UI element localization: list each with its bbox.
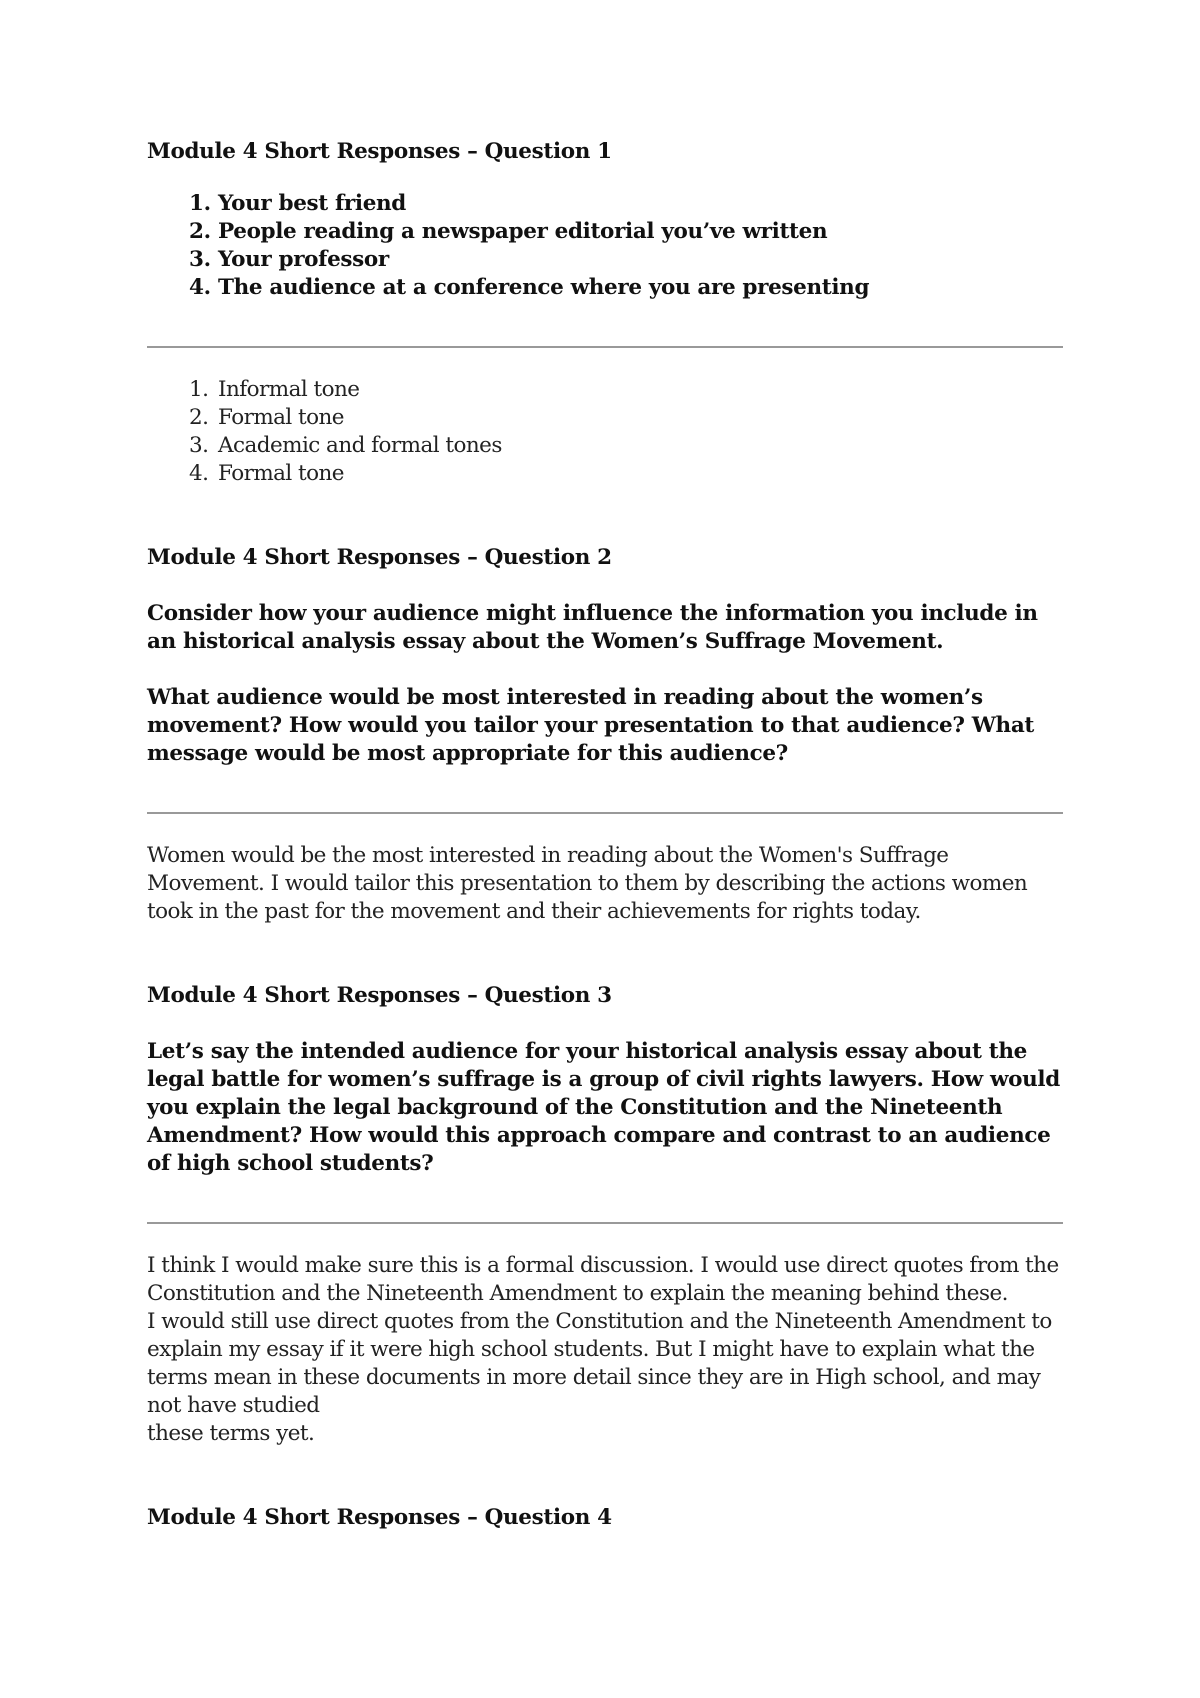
list-item: 4. The audience at a conference where you are presenting <box>189 275 870 300</box>
q4-heading: Module 4 Short Responses – Question 4 <box>147 1505 612 1530</box>
q2-prompt-2: What audience would be most interested in reading about the women’s movement? How would you tailor your presentation to that audience? What message would be most appropriate for this audience? <box>147 685 1034 766</box>
list-item: 2. People reading a newspaper editorial you’ve written <box>189 219 828 244</box>
q2-prompt-1: Consider how your audience might influence the information you include in an historical analysis essay about the Women’s Suffrage Movement. <box>147 601 1038 654</box>
q3-answer-paragraph-3: these terms yet. <box>147 1421 315 1446</box>
q2-answer: Women would be the most interested in reading about the Women's Suffrage Movement. I would tailor this presentation to them by describing the actions women took in the past for the movement and their achievements for rights today. <box>147 843 1028 924</box>
list-item: 3. Your professor <box>189 247 389 272</box>
list-item: 3. Academic and formal tones <box>189 433 502 458</box>
q3-prompt: Let’s say the intended audience for your historical analysis essay about the legal battle for women’s suffrage is a group of civil rights lawyers. How would you explain the legal background of the Constitution and the Nineteenth Amendment? How would this approach compare and contrast to an audience of high school students? <box>147 1039 1060 1176</box>
document-page <box>147 138 1063 1532</box>
list-item: 1. Informal tone <box>189 377 360 402</box>
q2-heading: Module 4 Short Responses – Question 2 <box>147 545 612 570</box>
q1-answer-list <box>147 376 1063 488</box>
list-item: 2. Formal tone <box>189 405 344 430</box>
q1-heading: Module 4 Short Responses – Question 1 <box>147 139 612 164</box>
q3-answer-paragraph-2: I would still use direct quotes from the Constitution and the Nineteenth Amendment to explain my essay if it were high school students. But I might have to explain what the terms mean in these documents in more detail since they are in High school, and may not have studied <box>147 1309 1052 1418</box>
list-item: 1. Your best friend <box>189 191 406 216</box>
q1-audience-list <box>147 190 1063 302</box>
q3-answer-paragraph-1: I think I would make sure this is a formal discussion. I would use direct quotes from the Constitution and the Nineteenth Amendment to explain the meaning behind these. <box>147 1253 1059 1306</box>
list-item: 4. Formal tone <box>189 461 344 486</box>
q3-heading: Module 4 Short Responses – Question 3 <box>147 983 612 1008</box>
